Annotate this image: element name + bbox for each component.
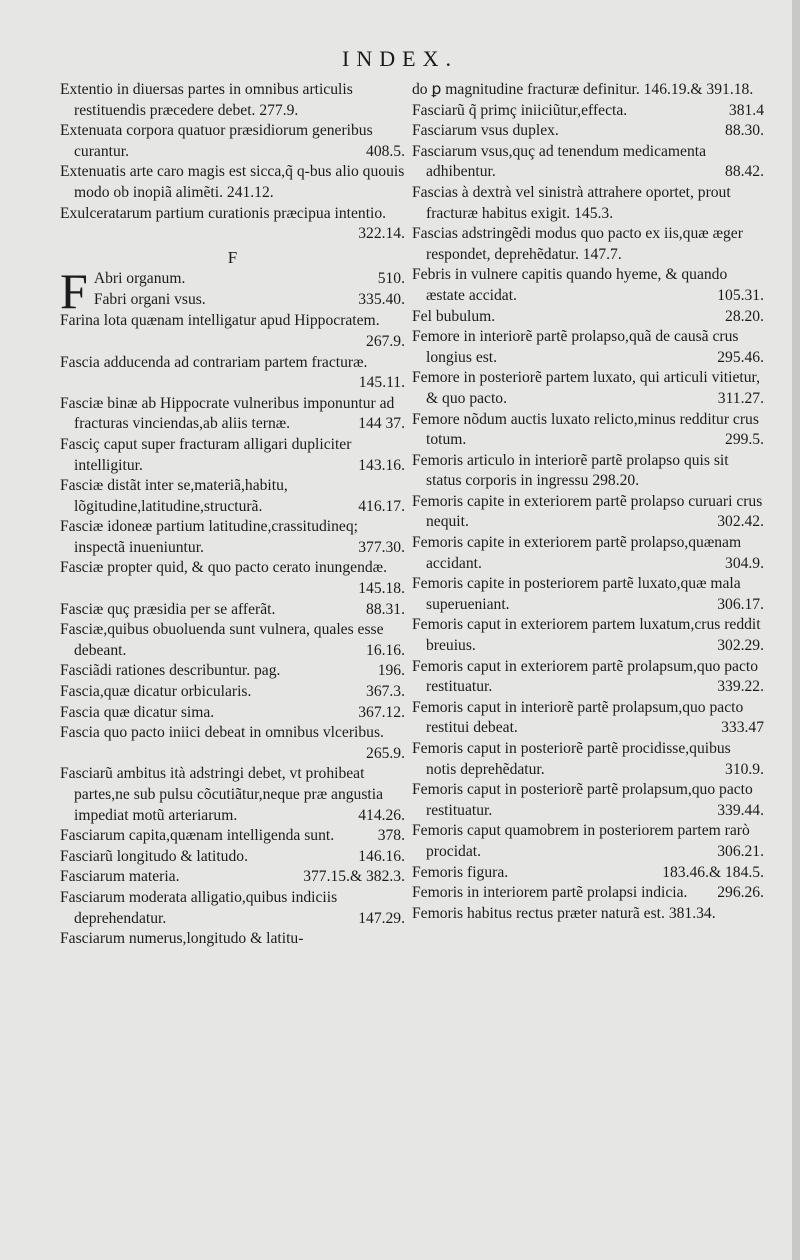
entry-text: Extentio in diuersas partes in omnibus articulis restituendis præcedere debet. [60, 81, 353, 119]
entry-text: Femoris capite in posteriorem partẽ luxato,quæ mala superueniant. [412, 575, 741, 613]
entry-text: Femoris in interiorem partẽ prolapsi indicia. [412, 884, 688, 902]
entry-ref: 298.20. [592, 472, 640, 490]
entry-ref: 183.46.& 184.5. [662, 863, 764, 881]
index-entry [60, 121, 405, 162]
index-entry [60, 682, 405, 703]
index-entry [412, 492, 764, 533]
entry-ref: 335.40. [358, 290, 405, 308]
entry-ref: 105.31. [717, 286, 764, 304]
index-entry [60, 929, 405, 950]
entry-text: Femoris caput in posteriorẽ partẽ procidisse,quibus notis deprehẽdatur. [412, 740, 731, 778]
letter-heading: F [227, 247, 238, 267]
dropcap-letter: F [60, 263, 88, 320]
index-entry [60, 476, 405, 517]
index-entry [60, 867, 405, 888]
entry-ref: 143.16. [358, 456, 405, 474]
entry-text: Femoris caput in interiorẽ partẽ prolapsum,quo pacto restitui debeat. [412, 698, 744, 737]
index-entry [412, 451, 764, 492]
index-entry [412, 904, 764, 925]
page-edge-shadow [792, 0, 800, 1260]
left-column [60, 80, 405, 950]
entry-text: Fasciarũ q̃ primç iniiciũtur,effecta. [412, 101, 628, 119]
entry-ref: 322.14. [358, 225, 405, 243]
index-entry [412, 574, 764, 615]
index-entry [412, 863, 764, 884]
entry-text: Fabri organi vsus. [93, 290, 206, 308]
index-entry [60, 517, 405, 558]
entry-ref: 408.5. [366, 142, 405, 160]
entry-text: Femore in posteriorẽ partem luxato, qui articuli vitietur, & quo pacto. [412, 369, 760, 407]
index-entry [60, 80, 405, 121]
index-entry [412, 780, 764, 821]
entry-text: Femore nõdum auctis luxato relicto,minus redditur crus totum. [412, 410, 759, 449]
entry-ref: 147.29. [358, 909, 405, 927]
entry-text: Fasciarum materia. [60, 868, 180, 886]
entry-text: Fasciæ binæ ab Hippocrate vulneribus imponuntur ad fracturas vinciendas,ab aliis ternæ. [60, 394, 395, 433]
index-entry [412, 183, 764, 224]
entry-text: Femoris capite in exteriorem partẽ prolapso curuari crus nequit. [412, 492, 763, 531]
entry-ref: 145.3. [574, 204, 614, 222]
entry-text: Fascia,quæ dicatur orbicularis. [60, 683, 252, 701]
page-title: INDEX. [342, 46, 458, 71]
entry-text: Fasciarum vsus duplex. [412, 122, 559, 140]
entry-ref: 241.12. [226, 183, 274, 201]
index-entry [60, 204, 405, 245]
entry-ref: 196. [377, 662, 405, 680]
entry-text: Femore in interiorẽ partẽ prolapso,quã de causã crus longius est. [412, 328, 739, 366]
entry-ref: 367.3. [366, 683, 405, 701]
entry-text: Fasciarum vsus,quç ad tenendum medicamenta adhibentur. [412, 142, 707, 181]
entry-ref: 311.27. [717, 389, 764, 407]
index-entry [412, 657, 764, 698]
entry-text: Fasciæ distãt inter se,materiã,habitu, lõgitudine,latitudine,structurã. [60, 477, 288, 515]
entry-ref: 296.26. [717, 884, 764, 902]
index-entry [412, 533, 764, 574]
index-entry [412, 101, 764, 122]
entry-ref: 510. [377, 270, 405, 288]
entry-ref: 416.17. [358, 497, 405, 515]
index-entry [60, 311, 405, 352]
entry-text: Farina lota quænam intelligatur apud Hippocratem. [60, 312, 380, 330]
entry-ref: 378. [377, 827, 405, 845]
entry-text: Fasciæ quç præsidia per se afferãt. [60, 600, 276, 618]
entry-text: Fasciarũ ambitus ità adstringi debet, vt prohibeat partes,ne sub pulsu cõcutiãtur,neque præ angustia impediat motũ arteriarum. [60, 765, 384, 824]
index-entry [60, 600, 405, 621]
entry-text: Fascia quo pacto iniici debeat in omnibus vlceribus. [60, 724, 384, 742]
entry-ref: 339.22. [717, 678, 764, 696]
index-entry [60, 826, 405, 847]
entry-text: Fasciç caput super fracturam alligari dupliciter intelligitur. [60, 435, 352, 474]
entry-ref: 146.19.& 391.18. [643, 81, 754, 98]
entry-text: Fascias adstringẽdi modus quo pacto ex iis,quæ æger respondet, deprehẽdatur. [412, 225, 743, 263]
entry-text: Femoris caput quamobrem in posteriorem partem rarò procidat. [412, 822, 750, 860]
entry-text: Femoris habitus rectus præter naturã est. [412, 904, 669, 922]
entry-text: Fascia quæ dicatur sima. [60, 703, 215, 721]
entry-text: Femoris caput in exteriorem partem luxatum,crus reddit breuius. [412, 616, 761, 655]
index-entry [60, 847, 405, 868]
index-entry [60, 435, 405, 476]
entry-ref: 146.16. [358, 847, 405, 865]
entry-ref: 144 37. [358, 415, 405, 433]
entry-text: do ꝑ magnitudine fracturæ definitur. [412, 81, 644, 98]
entry-ref: 302.42. [717, 513, 764, 531]
entry-ref: 88.31. [366, 600, 405, 618]
entry-ref: 333.47 [721, 719, 764, 737]
index-entry [60, 394, 405, 435]
entry-text: Extenuata corpora quatuor præsidiorum generibus curantur. [60, 122, 373, 160]
index-entry [60, 162, 405, 203]
entry-ref: 16.16. [366, 641, 405, 659]
entry-ref: 299.5. [725, 431, 764, 449]
entry-ref: 147.7. [582, 245, 622, 263]
entry-text: Fasciarum capita,quænam intelligenda sunt. [60, 827, 335, 845]
entry-ref: 267.9. [366, 332, 405, 350]
index-entry [412, 80, 764, 101]
entry-text: Fel bubulum. [412, 307, 496, 325]
index-entry [412, 739, 764, 780]
index-entry [412, 265, 764, 306]
entry-ref: 145.11. [358, 374, 405, 392]
entry-text: Fascia adducenda ad contrariam partem fracturæ. [60, 353, 368, 371]
entry-text: Femoris caput in posteriorẽ partẽ prolapsum,quo pacto restituatur. [412, 781, 753, 819]
entry-ref: 306.17. [717, 595, 764, 613]
entry-ref: 295.46. [717, 348, 764, 366]
entry-text: Febris in vulnere capitis quando hyeme, & quando æstate accidat. [412, 266, 728, 304]
entry-ref: 414.26. [358, 806, 405, 824]
entry-text: Exulceratarum partium curationis præcipua intentio. [60, 204, 387, 222]
entry-ref: 310.9. [725, 760, 764, 778]
entry-ref: 381.34. [668, 904, 716, 922]
entry-text: Fasciãdi rationes describuntur. pag. [60, 662, 281, 680]
entry-ref: 88.30. [725, 122, 764, 140]
index-entry [60, 353, 405, 394]
index-entry [60, 723, 405, 764]
entry-text: Extenuatis arte caro magis est sicca,q̃ q-bus alio quouis modo ob inopiã alimẽti. [60, 163, 405, 201]
entry-ref: 265.9. [366, 744, 405, 762]
entry-text: Abri organum. [93, 270, 186, 288]
entry-ref: 302.29. [717, 637, 764, 655]
index-entry [412, 327, 764, 368]
index-entry [412, 698, 764, 739]
entry-ref: 88.42. [725, 163, 764, 181]
index-entry [412, 142, 764, 183]
entry-text: Fasciarum moderata alligatio,quibus indiciis deprehendatur. [60, 888, 338, 927]
index-entry [412, 307, 764, 328]
right-column [412, 80, 764, 924]
entry-text: Fascias à dextrà vel sinistrà attrahere oportet, prout fracturæ habitus exigit. [412, 183, 731, 222]
index-entry [60, 703, 405, 724]
index-entry [412, 368, 764, 409]
entry-ref: 377.15.& 382.3. [303, 868, 405, 886]
index-entry [412, 883, 764, 904]
entry-text: Fasciæ idoneæ partium latitudine,crassitudineq; inspectã inueniuntur. [60, 518, 358, 556]
entry-text: Femoris figura. [412, 863, 509, 881]
index-entry [60, 620, 405, 661]
entry-text: Femoris articulo in interiorẽ partẽ prolapso quis sit status corporis in ingressu [412, 451, 729, 490]
entry-ref: 381.4 [728, 101, 764, 119]
index-entry [60, 661, 405, 682]
entry-text: Fasciarũ longitudo & latitudo. [60, 847, 248, 865]
index-entry [60, 888, 405, 929]
index-entry [412, 821, 764, 862]
entry-ref: 304.9. [725, 554, 764, 572]
entry-text: Fasciæ propter quid, & quo pacto cerato inungendæ. [60, 559, 387, 577]
entry-ref: 339.44. [717, 801, 764, 819]
index-entry [412, 615, 764, 656]
entry-ref: 377.30. [358, 538, 405, 556]
index-entry [60, 764, 405, 826]
entry-ref: 367.12. [358, 703, 405, 721]
entry-ref: 277.9. [259, 101, 299, 119]
entry-ref: 145.18. [358, 580, 405, 598]
dropcap-entry [60, 263, 405, 320]
entry-text: Fasciarum numerus,longitudo & latitu- [60, 930, 304, 948]
index-entry [412, 224, 764, 265]
index-entry [412, 121, 764, 142]
entry-text: Femoris caput in exteriorem partẽ prolapsum,quo pacto restituatur. [412, 657, 758, 696]
entry-ref: 28.20. [725, 307, 764, 325]
entry-ref: 306.21. [717, 842, 764, 860]
index-entry [412, 410, 764, 451]
entry-text: Femoris capite in exteriorem partẽ prolapso,quænam accidant. [412, 534, 742, 572]
entry-text: Fasciæ,quibus obuoluenda sunt vulnera, quales esse debeant. [60, 621, 384, 659]
index-entry [60, 558, 405, 599]
